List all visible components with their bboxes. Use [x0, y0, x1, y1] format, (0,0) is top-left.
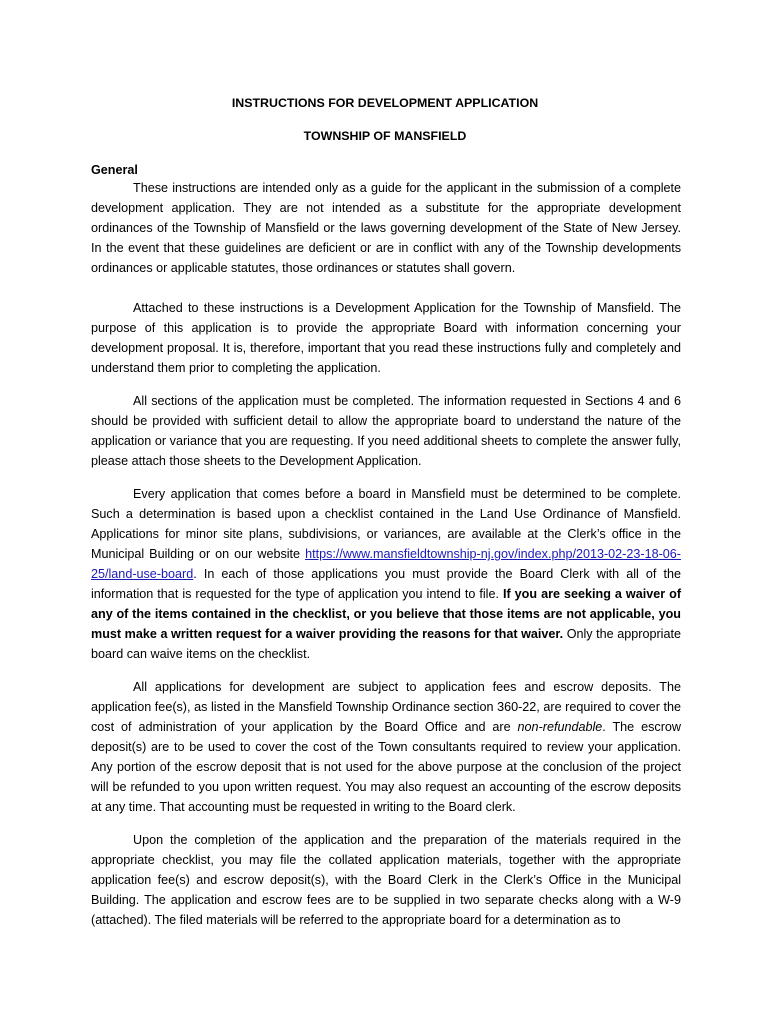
paragraph-purpose: These instructions are intended only as a guide for the applicant in the submission of a complete development application. They are not intended as a substitute for the appropriate development ordinances of the Township of Mansfield or the laws governing development of the State of New Jersey. In the event that these guidelines are deficient or are in conflict with any of the Township developments ordinances or applicable statutes, those ordinances or statutes shall govern. — [91, 181, 681, 275]
document-subtitle: TOWNSHIP OF MANSFIELD — [303, 129, 467, 143]
section-heading-general: General — [91, 163, 138, 177]
waiver-notice-bold: If you are seeking a waiver of any of the items contained in the checklist, or you believe that those items are not applicable, you must make a written request for a waiver providing the reasons for that waiver. — [91, 587, 682, 641]
paragraph-text: Only the appropriate board can waive items on the checklist. — [91, 627, 681, 661]
paragraph-filing: Upon the completion of the application and the preparation of the materials required in the appropriate checklist, you may file the collated application materials, together with the appropriate application fee(s) and escrow deposit(s), with the Board Clerk in the Clerk’s Office in the Municipal Building. The application and escrow fees are to be supplied in two separate checks along with a W-9 (attached). The filed materials will be referred to the appropriate board for a determination as to — [91, 833, 681, 927]
paragraph-text: . In each of those applications you must provide the Board Clerk with all of the information that is requested for the type of application you intend to file. — [91, 567, 681, 601]
land-use-board-link[interactable]: https://www.mansfieldtownship-nj.gov/index.php/2013-02-23-18-06-25/land-use-board — [91, 547, 681, 581]
paragraph-text: All applications for development are subject to application fees and escrow deposits. The application fee(s), as listed in the Mansfield Township Ordinance section 360-22, are required to cover the cost of administration of your application by the Board Office and are — [91, 680, 681, 734]
paragraph-sections-complete: All sections of the application must be completed. The information requested in Sections 4 and 6 should be provided with sufficient detail to allow the appropriate board to understand the nature of the application or variance that you are requesting. If you need additional sheets to complete the answer fully, please attach those sheets to the Development Application. — [91, 394, 681, 468]
paragraph-text: . The escrow deposit(s) are to be used to cover the cost of the Town consultants required to review your application. Any portion of the escrow deposit that is not used for the above purpose at the conclusion of the project will be refunded to you upon written request. You may also request an accounting of the escrow deposits at any time. That accounting must be requested in writing to the Board clerk. — [91, 720, 681, 814]
paragraph-completeness — [91, 484, 681, 664]
paragraph-attached-application: Attached to these instructions is a Development Application for the Township of Mansfield. The purpose of this application is to provide the appropriate Board with information concerning your development proposal. It is, therefore, important that you read these instructions fully and completely and understand them prior to completing the application. — [91, 301, 681, 375]
paragraph-fees — [91, 677, 681, 817]
non-refundable-italic: non-refundable — [517, 720, 603, 734]
paragraph-text: Every application that comes before a board in Mansfield must be determined to be complete. Such a determination is based upon a checklist contained in the Land Use Ordinance of Mansfield. Applications for minor site plans, subdivisions, or variances, are available at the Clerk’s office in the Municipal Building or on our website — [91, 487, 681, 561]
document-title: INSTRUCTIONS FOR DEVELOPMENT APPLICATION — [231, 96, 539, 110]
